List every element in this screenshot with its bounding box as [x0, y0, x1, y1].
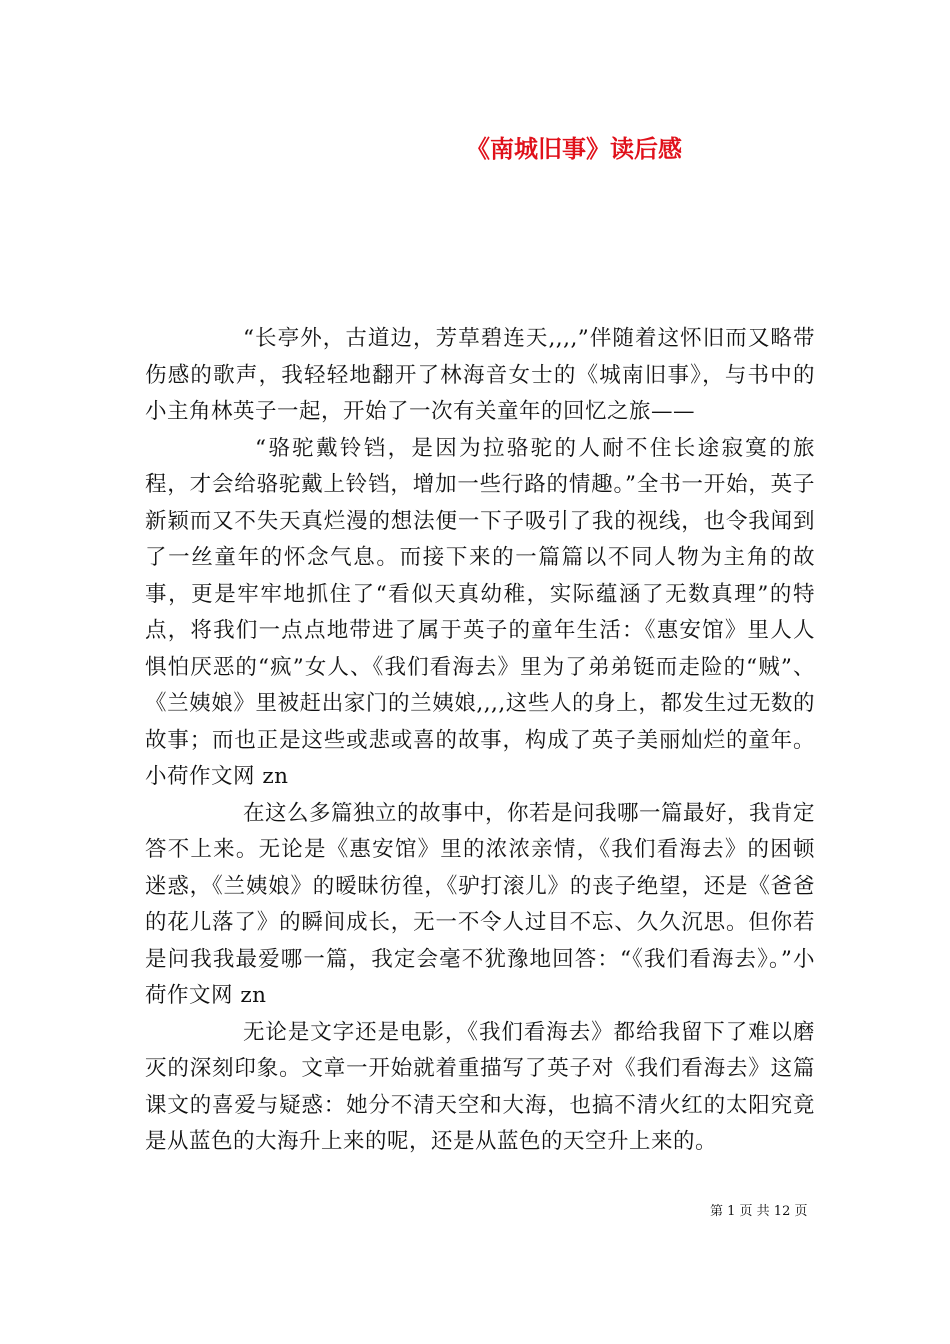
paragraph-1: “长亭外，古道边，芳草碧连天,,,,”伴随着这怀旧而又略带伤感的歌声，我轻轻地翻开了林海音女士的《城南旧事》，与书中的小主角林英子一起，开始了一次有关童年的回忆之旅——	[145, 326, 815, 424]
page-number-footer: 第 1 页 共 12 页	[710, 1204, 808, 1219]
document-body	[145, 321, 815, 1161]
paragraph-2: “骆驼戴铃铛，是因为拉骆驼的人耐不住长途寂寞的旅程，才会给骆驼戴上铃铛，增加一些行路的情趣。”全书一开始，英子新颖而又不失天真烂漫的想法便一下子吸引了我的视线，也令我闻到了一丝童年的怀念气息。而接下来的一篇篇以不同人物为主角的故事，更是牢牢地抓住了“看似天真幼稚，实际蕴涵了无数真理”的特点，将我们一点点地带进了属于英子的童年生活：《惠安馆》里人人惧怕厌恶的“疯”女人、《我们看海去》里为了弟弟铤而走险的“贼”、《兰姨娘》里被赶出家门的兰姨娘,,,,这些人的身上，都发生过无数的故事；而也正是这些或悲或喜的故事，构成了英子美丽灿烂的童年。小荷作文网 zn	[145, 435, 815, 789]
paragraph-3: 在这么多篇独立的故事中，你若是问我哪一篇最好，我肯定答不上来。无论是《惠安馆》里的浓浓亲情，《我们看海去》的困顿迷惑，《兰姨娘》的暧昧彷徨，《驴打滚儿》的丧子绝望，还是《爸爸的花儿落了》的瞬间成长，无一不令人过目不忘、久久沉思。但你若是问我我最爱哪一篇，我定会毫不犹豫地回答：“《我们看海去》。”小荷作文网 zn	[145, 800, 816, 1008]
document-title: 《南城旧事》读后感	[466, 134, 682, 163]
paragraph-4: 无论是文字还是电影，《我们看海去》都给我留下了难以磨灭的深刻印象。文章一开始就着重描写了英子对《我们看海去》这篇课文的喜爱与疑惑：她分不清天空和大海，也搞不清火红的太阳究竟是从蓝色的大海升上来的呢，还是从蓝色的天空升上来的。	[145, 1019, 815, 1154]
